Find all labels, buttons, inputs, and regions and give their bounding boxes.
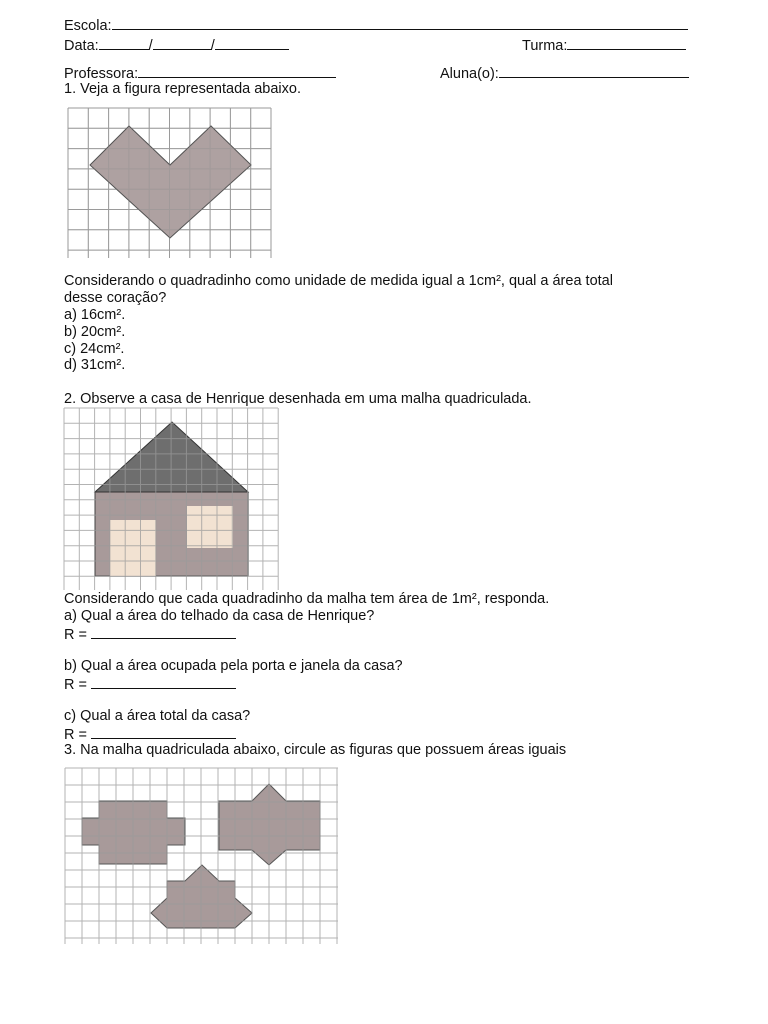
q2-b-answer: [64, 675, 236, 694]
q1-option-c[interactable]: c) 24cm².: [64, 341, 125, 357]
data-year-blank[interactable]: [215, 36, 289, 50]
answer-label: R =: [64, 627, 87, 643]
aluno-blank[interactable]: [499, 64, 689, 78]
heart-shape: [90, 126, 251, 238]
shapes-grid-figure: [65, 768, 339, 944]
data-separator: /: [210, 38, 215, 54]
professora-label: Professora:: [64, 66, 139, 82]
q2-a-question: a) Qual a área do telhado da casa de Henrique?: [64, 608, 375, 624]
data-separator: /: [148, 38, 153, 54]
q2-b-question: b) Qual a área ocupada pela porta e janela da casa?: [64, 658, 403, 674]
escola-blank[interactable]: [112, 16, 688, 30]
answer-label: R =: [64, 727, 87, 743]
escola-label: Escola:: [64, 18, 112, 34]
house-grid-figure: [64, 408, 278, 590]
q2-c-question: c) Qual a área total da casa?: [64, 708, 251, 724]
turma-label: Turma:: [522, 38, 568, 54]
turma-blank[interactable]: [567, 36, 686, 50]
q2-intro: Considerando que cada quadradinho da malha tem área de 1m², responda.: [64, 591, 550, 607]
answer-label: R =: [64, 677, 87, 693]
aluno-label: Aluna(o):: [440, 66, 499, 82]
data-label: Data:: [64, 38, 99, 54]
q2-c-answer-blank[interactable]: [91, 725, 236, 739]
heart-grid-figure: [68, 108, 272, 258]
q2-a-answer: [64, 625, 236, 644]
q1-option-b[interactable]: b) 20cm².: [64, 324, 126, 340]
q2-title: 2. Observe a casa de Henrique desenhada em uma malha quadriculada.: [64, 391, 532, 407]
q1-question-line2: desse coração?: [64, 290, 167, 306]
q3-title: 3. Na malha quadriculada abaixo, circule as figuras que possuem áreas iguais: [64, 742, 567, 758]
professora-blank[interactable]: [138, 64, 336, 78]
aluno-line: [440, 64, 689, 83]
q2-b-answer-blank[interactable]: [91, 675, 236, 689]
house-door: [110, 520, 156, 576]
q1-option-d[interactable]: d) 31cm².: [64, 357, 126, 373]
q1-title: 1. Veja a figura representada abaixo.: [64, 81, 301, 97]
q1-option-a[interactable]: a) 16cm².: [64, 307, 126, 323]
data-month-blank[interactable]: [153, 36, 211, 50]
turma-line: [522, 36, 686, 55]
data-day-blank[interactable]: [99, 36, 149, 50]
house-window: [187, 506, 233, 548]
escola-line: [64, 16, 688, 35]
data-line: [64, 36, 289, 55]
q2-a-answer-blank[interactable]: [91, 625, 236, 639]
q1-question-line1: Considerando o quadradinho como unidade de medida igual a 1cm², qual a área total: [64, 273, 613, 289]
